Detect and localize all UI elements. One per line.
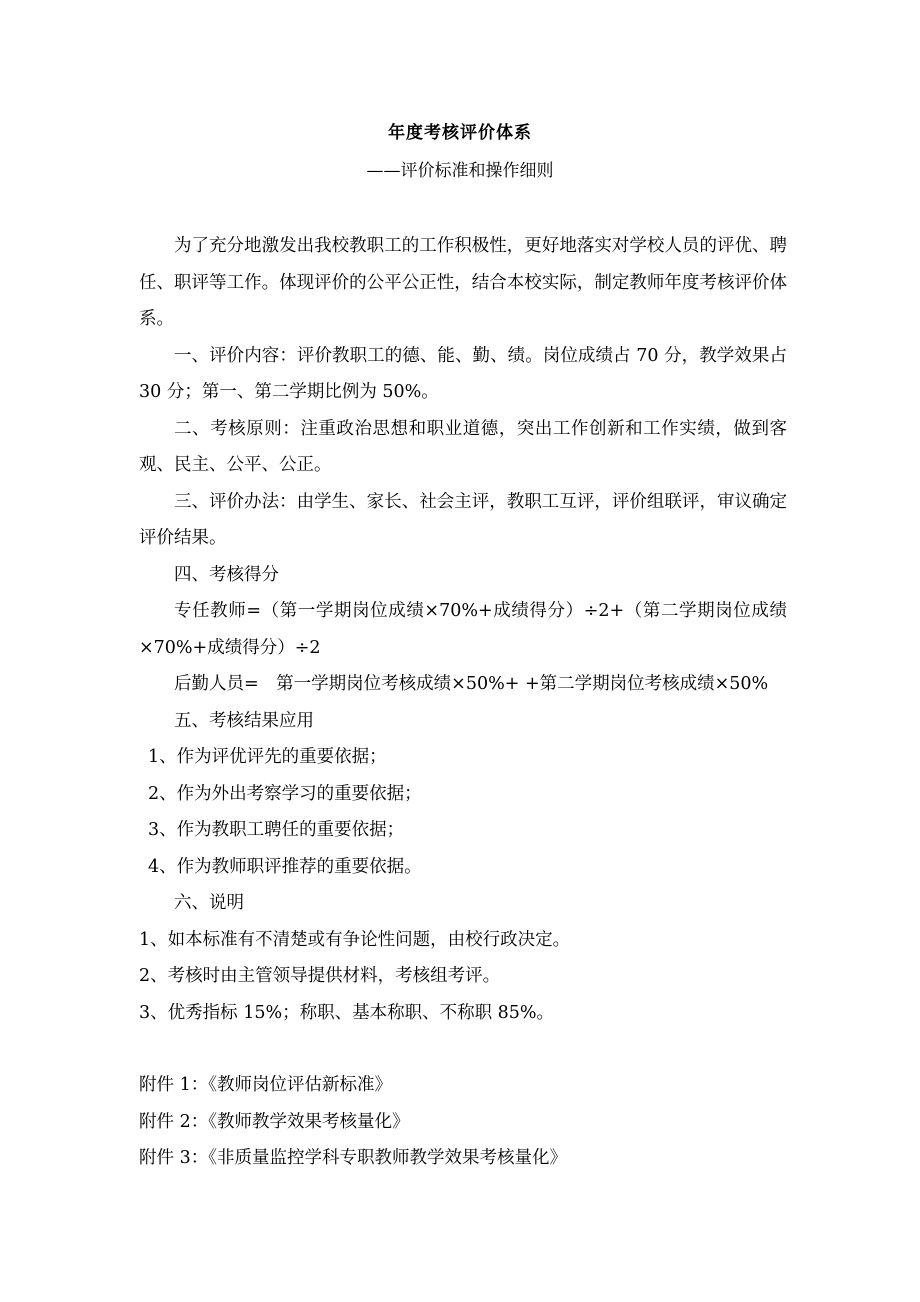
section-notes-heading: 六、说明 bbox=[174, 893, 244, 913]
section-score-heading: 四、考核得分 bbox=[174, 564, 279, 585]
section-evaluation-content: 一、评价内容：评价教职工的德、能、勤、绩。岗位成绩占 70 分，教学效果占 30 分；第一、第二学期比例为 50%。 bbox=[139, 345, 787, 402]
section-application-heading: 五、考核结果应用 bbox=[174, 710, 314, 731]
document-subtitle: ——评价标准和操作细则 bbox=[366, 161, 554, 181]
application-item: 3、作为教职工聘任的重要依据； bbox=[148, 820, 405, 840]
document-body bbox=[139, 228, 787, 1177]
application-item: 1、作为评优评先的重要依据； bbox=[148, 747, 387, 767]
section-method: 三、评价办法：由学生、家长、社会主评，教职工互评，评价组联评，审议确定评价结果。 bbox=[139, 491, 787, 548]
attachment-item: 附件 3：《非质量监控学科专职教师教学效果考核量化》 bbox=[139, 1148, 567, 1168]
attachment-item: 附件 1：《教师岗位评估新标准》 bbox=[139, 1075, 392, 1095]
score-formula-logistics: 后勤人员= 第一学期岗位考核成绩×50%+ +第二学期岗位考核成绩×50% bbox=[174, 674, 769, 694]
application-item: 4、作为教师职评推荐的重要依据。 bbox=[148, 856, 422, 877]
document-title: 年度考核评价体系 bbox=[388, 123, 532, 143]
notes-item: 3、优秀指标 15%；称职、基本称职、不称职 85%。 bbox=[139, 1002, 555, 1023]
application-item: 2、作为外出考察学习的重要依据； bbox=[148, 783, 422, 804]
section-principle: 二、考核原则：注重政治思想和职业道德，突出工作创新和工作实绩，做到客观、民主、公平、公正。 bbox=[139, 418, 787, 475]
blank-line bbox=[139, 1031, 787, 1067]
attachment-item: 附件 2：《教师教学效果考核量化》 bbox=[139, 1111, 410, 1132]
score-formula-teacher: 专任教师=（第一学期岗位成绩×70%+成绩得分）÷2+（第二学期岗位成绩×70%+成绩得分）÷2 bbox=[139, 601, 787, 658]
intro-paragraph: 为了充分地激发出我校教职工的工作积极性，更好地落实对学校人员的评优、聘任、职评等工作。体现评价的公平公正性，结合本校实际，制定教师年度考核评价体系。 bbox=[139, 236, 787, 329]
notes-item: 2、考核时由主管领导提供材料，考核组考评。 bbox=[139, 966, 501, 986]
notes-item: 1、如本标准有不清楚或有争论性问题，由校行政决定。 bbox=[139, 929, 571, 950]
